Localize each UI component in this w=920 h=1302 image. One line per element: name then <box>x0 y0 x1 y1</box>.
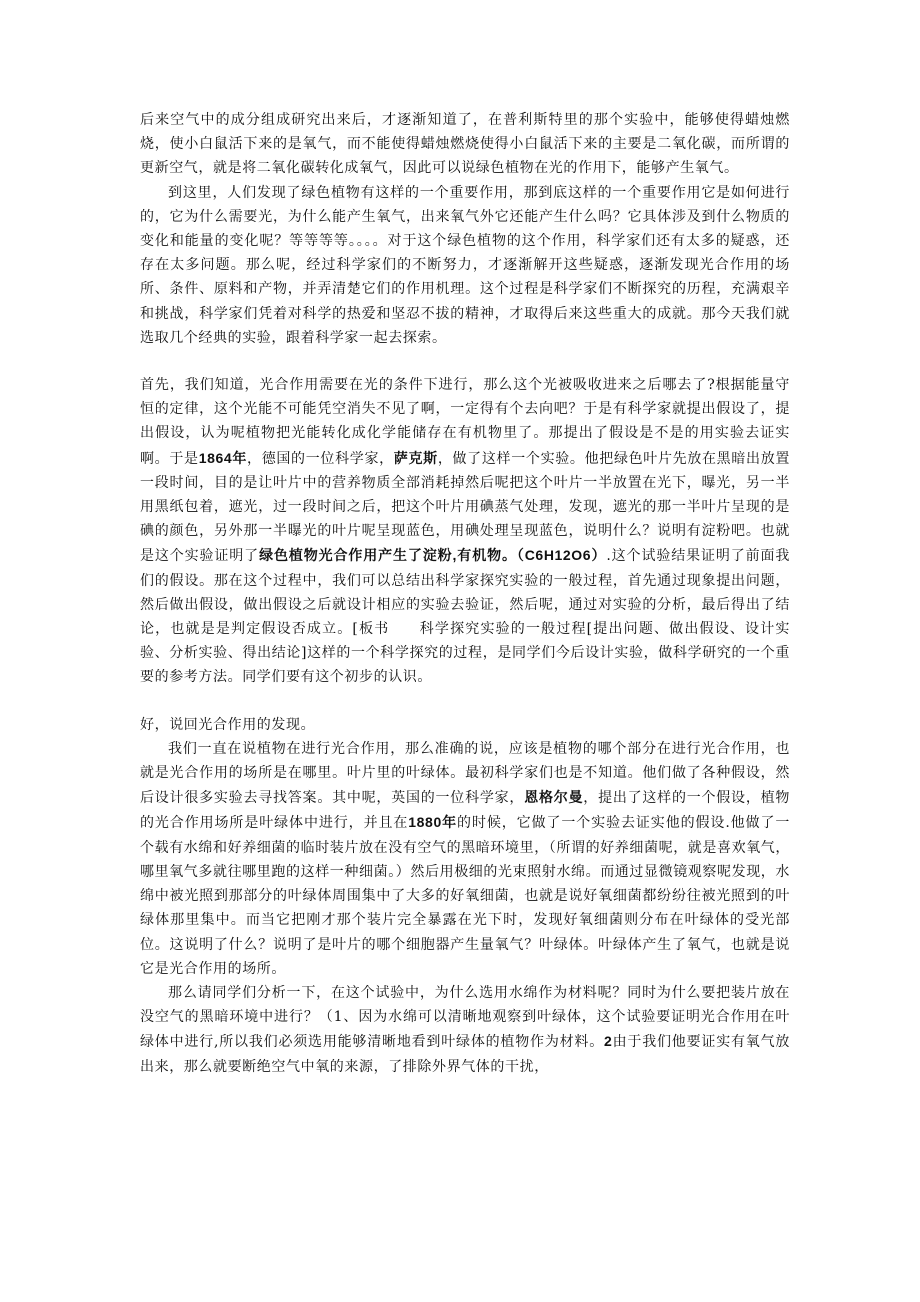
scientist-name-sachs: 萨克斯 <box>393 449 438 466</box>
document-page <box>140 108 790 1079</box>
year-1880: 1880年 <box>408 814 458 831</box>
text-run: .这个试验结果证明了前面我们的假设。那在这个过程中，我们可以总结出科学家探究实验的一般过程，首先通过现象提出问题，然后做出假设，做出假设之后就设计相应的实验去验证，然后呢，通过对实验的分析，最后得出了结论，也就是是判定假设否成立。[板书 科学探究实验的一般过程[提出问题、做出假设、设计实验、分析实验、得出结论]这样的一个科学探究的过程，是同学们今后设计实验，做科学研究的一个重要的参考方法。同学们要有这个初步的认识。 <box>140 548 790 686</box>
paragraph-6 <box>140 981 790 1079</box>
paragraph-2: 到这里，人们发现了绿色植物有这样的一个重要作用，那到底这样的一个重要作用它是如何进行的，它为什么需要光，为什么能产生氧气，出来氧气外它还能产生什么吗？它具体涉及到什么物质的变化和能量的变化呢？等等等等。。。。对于这个绿色植物的这个作用，科学家们还有太多的疑惑，还存在太多问题。那么呢，经过科学家们的不断努力，才逐渐解开这些疑惑，逐渐发现光合作用的场所、条件、原料和产物，并弄清楚它们的作用机理。这个过程是科学家们不断探究的历程，充满艰辛和挑战，科学家们凭着对科学的热爱和坚忍不拔的精神，才取得后来这些重大的成就。那今天我们就选取几个经典的实验，跟着科学家一起去探索。 <box>140 184 790 346</box>
text-run: ，提出了这样的一个假设，植物的光合作用场所是叶绿体中进行，并且在 <box>140 790 790 832</box>
paragraph-5 <box>140 737 790 981</box>
scientist-name-engelmann: 恩格尔曼 <box>524 789 584 806</box>
text-run: ，做了这样一个实验。他把绿色叶片先放在黑暗出放置一段时间，目的是让叶片中的营养物质全部消耗掉然后呢把这个叶片一半放置在光下，曝光，另一半用黑纸包着，遮光，过一段时间之后，把这个叶片用碘蒸气处理，发现，遮光的那一半叶片呈现的是碘的颜色，另外那一半曝光的叶片呢呈现蓝色，用碘处理呈现蓝色，说明什么？说明有淀粉吧。也就是这个实验证明了 <box>140 450 790 565</box>
text-run: 首先，我们知道，光合作用需要在光的条件下进行，那么这个光被吸收进来之后哪去了?根据能量守恒的定律，这个光能不可能凭空消失不见了啊，一定得有个去向吧？于是有科学家就提出假设了，提出假设，认为呢植物把光能转化成化学能储存在有机物里了。那提出了假设是不是的用实验去证实啊。于是 <box>140 377 790 467</box>
conclusion-highlight: 绿色植物光合作用产生了淀粉,有机物。（C6H12O6） <box>259 547 607 564</box>
paragraph-1: 后来空气中的成分组成研究出来后，才逐渐知道了，在普利斯特里的那个实验中，能够使得蜡烛燃烧，使小白鼠活下来的是氧气，而不能使得蜡烛燃烧使得小白鼠活下来的主要是二氧化碳，而所谓的更新空气，就是将二氧化碳转化成氧气，因此可以说绿色植物在光的作用下，能够产生氧气。 <box>140 112 790 177</box>
paragraph-4: 好，说回光合作用的发现。 <box>140 716 316 733</box>
paragraph-gap <box>140 690 790 713</box>
paragraph-gap <box>140 350 790 373</box>
text-run: 那么请同学们分析一下，在这个试验中，为什么选用水绵作为材料呢？同时为什么要把装片放在没空气的黑暗环境中进行？（1、因为水绵可以清晰地观察到叶绿体，这个试验要证明光合作用在叶绿体中进行,所以我们必须选用能够清晰地看到叶绿体的植物作为材料。 <box>140 984 790 1051</box>
list-number-2: 2 <box>604 1033 613 1050</box>
year-1864: 1864年 <box>198 449 248 466</box>
text-run: ，德国的一位科学家， <box>247 450 394 467</box>
text-run: 我们一直在说植物在进行光合作用，那么准确的说，应该是植物的哪个部分在进行光合作用，也就是光合作用的场所是在哪里。叶片里的叶绿体。最初科学家们也是不知道。他们做了各种假设，然后设计很多实验去寻找答案。其中呢，英国的一位科学家， <box>140 740 790 807</box>
text-run: 由于我们他要证实有氧气放出来，那么就要断绝空气中氧的来源，了排除外界气体的干扰， <box>140 1034 790 1075</box>
text-run: 的时候，它做了一个实验去证实他的假设.他做了一个载有水绵和好养细菌的临时装片放在没有空气的黑暗环境里，（所谓的好养细菌呢，就是喜欢氧气，哪里氧气多就往哪里跑的这样一种细菌。）然后用极细的光束照射水绵。而通过显微镜观察呢发现，水绵中被光照到那部分的叶绿体周围集中了大多的好氧细菌，也就是说好氧细菌都纷纷往被光照到的叶绿体那里集中。而当它把刚才那个装片完全暴露在光下时，发现好氧细菌则分布在叶绿体的受光部位。这说明了什么？说明了是叶片的哪个细胞器产生量氧气？叶绿体。叶绿体产生了氧气，也就是说它是光合作用的场所。 <box>140 815 790 977</box>
paragraph-3 <box>140 373 790 690</box>
